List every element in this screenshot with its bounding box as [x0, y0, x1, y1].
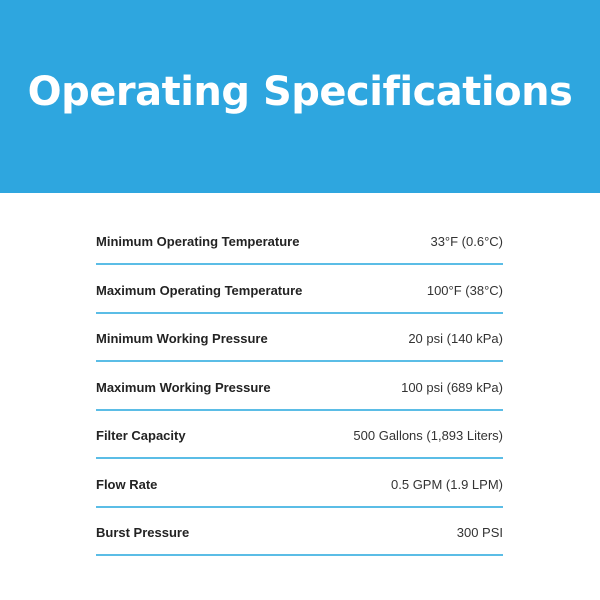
spec-value: 33°F (0.6°C)	[430, 234, 503, 249]
spec-label: Flow Rate	[96, 476, 158, 492]
spec-value: 500 Gallons (1,893 Liters)	[353, 428, 503, 443]
spec-value: 300 PSI	[456, 525, 503, 540]
spec-row-flow-rate	[96, 461, 503, 508]
spec-label: Maximum Operating Temperature	[96, 282, 303, 298]
spec-label: Burst Pressure	[96, 525, 190, 540]
spec-value: 20 psi (140 kPa)	[408, 331, 503, 346]
spec-label: Minimum Working Pressure	[96, 331, 268, 346]
spec-value: 0.5 GPM (1.9 LPM)	[391, 476, 503, 492]
spec-row-filter-capacity	[96, 412, 503, 459]
spec-value: 100 psi (689 kPa)	[401, 379, 503, 395]
spec-row-min-working-pressure	[96, 315, 503, 362]
spec-label: Filter Capacity	[96, 428, 186, 443]
spec-label: Minimum Operating Temperature	[96, 234, 300, 249]
spec-list	[96, 218, 503, 556]
spec-value: 100°F (38°C)	[426, 282, 503, 298]
spec-row-max-working-pressure	[96, 364, 503, 411]
spec-label: Maximum Working Pressure	[96, 379, 271, 395]
spec-row-burst-pressure	[96, 509, 503, 556]
spec-row-max-operating-temperature	[96, 267, 503, 314]
spec-row-min-operating-temperature	[96, 218, 503, 265]
header-banner	[0, 0, 600, 193]
page-title: Operating Specifications	[27, 69, 573, 115]
